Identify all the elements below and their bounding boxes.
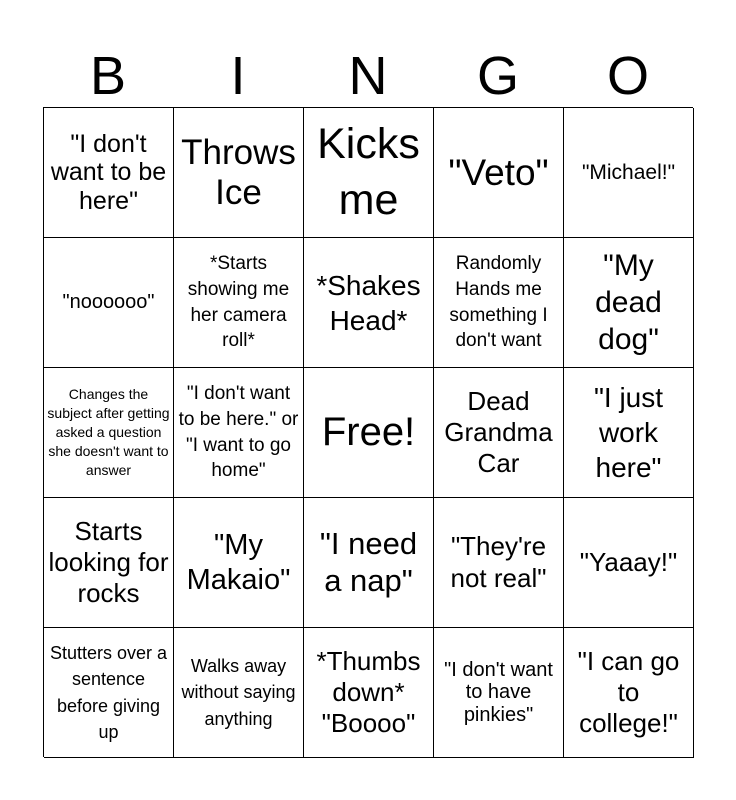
bingo-cell[interactable]	[564, 108, 694, 238]
bingo-card-grid	[43, 107, 693, 757]
bingo-cell[interactable]	[304, 498, 434, 628]
bingo-header	[43, 44, 693, 108]
bingo-cell[interactable]	[174, 498, 304, 628]
bingo-cell[interactable]	[174, 108, 304, 238]
header-letter-i: I	[230, 46, 246, 106]
cell-text: Throws Ice	[181, 132, 296, 212]
cell-text: "I don't want to be here"	[50, 130, 167, 215]
bingo-cell[interactable]	[174, 238, 304, 368]
bingo-cell[interactable]	[44, 628, 174, 758]
bingo-cell[interactable]	[564, 238, 694, 368]
cell-text: Starts looking for rocks	[48, 515, 169, 609]
header-letter-o: O	[606, 46, 649, 106]
bingo-cell[interactable]	[44, 368, 174, 498]
cell-text: "I don't want to have pinkies"	[444, 658, 553, 726]
bingo-cell[interactable]	[434, 628, 564, 758]
bingo-cell[interactable]	[434, 108, 564, 238]
cell-text: "Yaaay!"	[579, 546, 678, 577]
bingo-cell[interactable]	[44, 498, 174, 628]
cell-text: "Michael!"	[581, 160, 676, 184]
cell-text: Changes the subject after getting asked a question she doesn't want to answer	[47, 386, 170, 478]
bingo-cell[interactable]	[44, 108, 174, 238]
cell-text: Randomly Hands me something I don't want	[449, 252, 548, 352]
bingo-cell[interactable]	[174, 368, 304, 498]
header-letter-n: N	[348, 46, 388, 106]
cell-text: Walks away without saying anything	[181, 656, 296, 729]
bingo-cell[interactable]	[434, 368, 564, 498]
bingo-cell[interactable]	[44, 238, 174, 368]
cell-text: "Veto"	[448, 151, 549, 193]
header-letter-g: G	[476, 46, 519, 106]
bingo-cell[interactable]	[304, 108, 434, 238]
bingo-cell[interactable]	[434, 498, 564, 628]
cell-text: "I need a nap"	[319, 526, 418, 598]
cell-text: "My dead dog"	[595, 248, 662, 357]
bingo-cell[interactable]	[174, 628, 304, 758]
cell-text: Dead Grandma Car	[444, 385, 553, 479]
cell-text: Stutters over a sentence before giving up	[49, 643, 168, 742]
bingo-cell[interactable]	[304, 628, 434, 758]
bingo-cell[interactable]	[434, 238, 564, 368]
free-space-cell[interactable]	[304, 368, 434, 498]
cell-text: Kicks me	[317, 119, 420, 224]
cell-text: "I can go to college!"	[577, 645, 680, 739]
bingo-cell[interactable]	[564, 368, 694, 498]
cell-text: "My Makaio"	[186, 528, 291, 596]
bingo-cell[interactable]	[304, 238, 434, 368]
cell-text: *Starts showing me her camera roll*	[187, 252, 290, 352]
bingo-cell[interactable]	[564, 498, 694, 628]
cell-text: "I just work here"	[593, 382, 664, 483]
cell-text: "I don't want to be here." or "I want to go home"	[178, 382, 299, 482]
cell-text: *Shakes Head*	[316, 269, 421, 336]
cell-text: *Thumbs down* "Boooo"	[316, 645, 421, 739]
cell-text: "They're not real"	[450, 531, 547, 593]
free-space-label: Free!	[321, 409, 416, 454]
cell-text: "noooooo"	[62, 291, 155, 314]
header-letter-b: B	[89, 46, 127, 106]
bingo-cell[interactable]	[564, 628, 694, 758]
